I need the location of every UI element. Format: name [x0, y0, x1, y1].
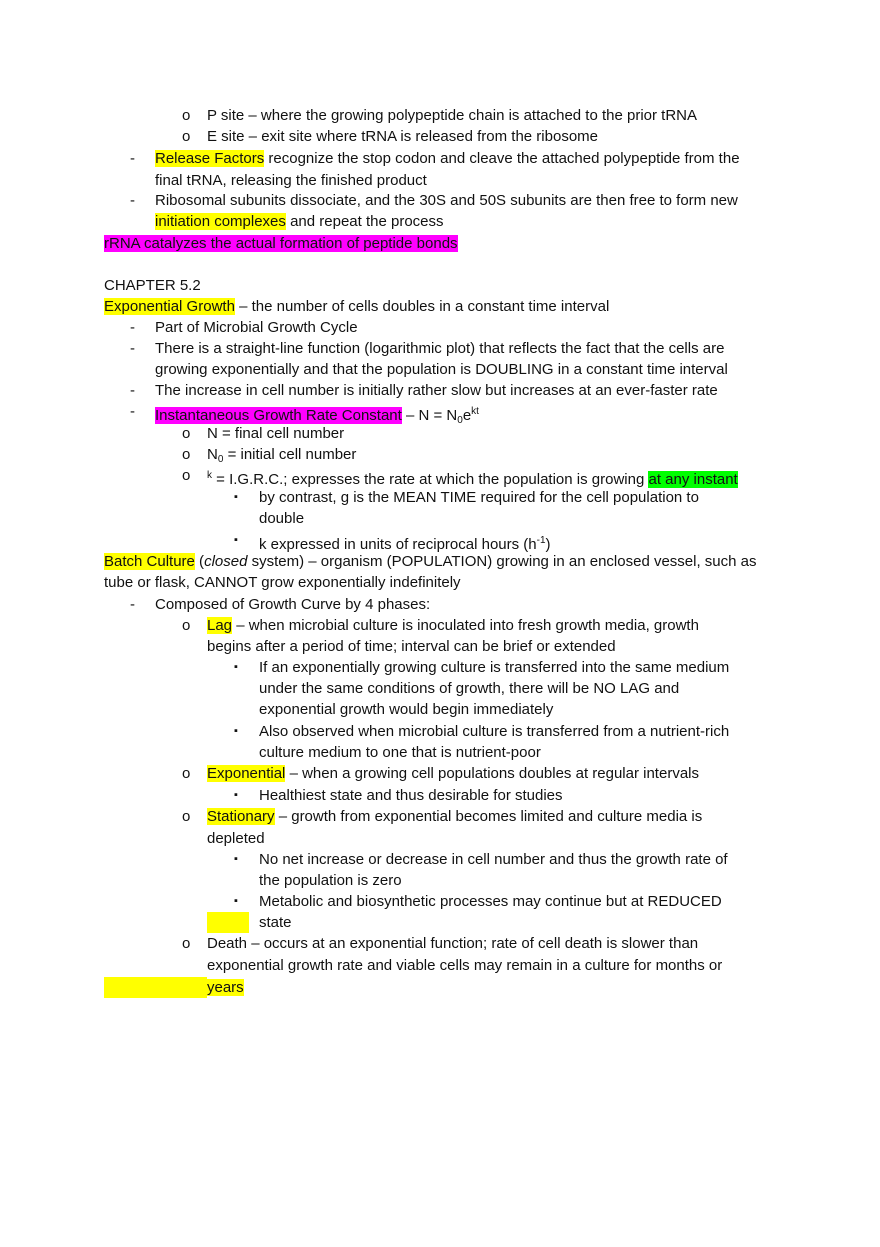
text-line: [104, 233, 458, 254]
highlighted-text: Instantaneous Growth Rate Constant: [155, 407, 402, 424]
text-line: [155, 211, 444, 232]
text-line: [155, 170, 427, 191]
text-line: [155, 190, 738, 211]
text-line: [259, 785, 563, 806]
text-line: [207, 955, 722, 976]
text-line: [207, 444, 356, 465]
text-line: [104, 572, 461, 593]
text-segment: double: [259, 510, 305, 527]
text-line: [259, 870, 402, 891]
dash-bullet-icon: -: [130, 340, 135, 357]
text-line: [259, 530, 551, 551]
text-line: [155, 338, 724, 359]
text-line: [259, 849, 728, 870]
text-segment: – N = N: [401, 407, 458, 424]
text-line: [155, 359, 728, 380]
text-segment: The increase in cell number is initially rather slow but increases at an ever-faster rate: [155, 382, 718, 399]
text-segment: by contrast, g is the MEAN TIME required for the cell population to: [259, 489, 699, 506]
text-segment: Healthiest state and thus desirable for studies: [259, 787, 563, 804]
text-segment: 0: [457, 415, 463, 426]
text-segment: – growth from exponential becomes limited and culture media is: [274, 808, 703, 825]
text-segment: Part of Microbial Growth Cycle: [155, 319, 358, 336]
text-segment: and repeat the process: [285, 213, 444, 230]
circle-bullet-icon: o: [182, 808, 191, 825]
text-line: [259, 508, 304, 529]
text-segment: growing exponentially and that the population is DOUBLING in a constant time interval: [155, 361, 728, 378]
text-line: [207, 763, 699, 784]
circle-bullet-icon: o: [182, 446, 191, 463]
square-bullet-icon: ▪: [234, 725, 238, 737]
square-bullet-icon: ▪: [234, 661, 238, 673]
text-line: [155, 594, 430, 615]
text-segment: Death – occurs at an exponential function; rate of cell death is slower than: [207, 935, 699, 952]
text-line: [259, 699, 553, 720]
text-line: [155, 317, 358, 338]
text-line: [104, 551, 757, 572]
dash-bullet-icon: -: [130, 596, 135, 613]
square-bullet-icon: ▪: [234, 789, 238, 801]
circle-bullet-icon: o: [182, 425, 191, 442]
text-segment: exponential growth would begin immediately: [259, 701, 554, 718]
text-line: [259, 891, 722, 912]
text-segment: final tRNA, releasing the finished product: [155, 172, 427, 189]
text-segment: Ribosomal subunits dissociate, and the 30S and 50S subunits are then free to form new: [155, 192, 738, 209]
text-line: [207, 423, 344, 444]
text-line: [207, 636, 616, 657]
text-segment: N: [207, 446, 218, 463]
highlighted-text: rRNA catalyzes the actual formation of peptide bonds: [104, 235, 458, 252]
text-line: [259, 742, 541, 763]
text-segment: (: [194, 553, 205, 570]
circle-bullet-icon: o: [182, 467, 191, 484]
square-bullet-icon: ▪: [234, 491, 238, 503]
text-segment: If an exponentially growing culture is transferred into the same medium: [259, 659, 730, 676]
text-segment: depleted: [207, 830, 265, 847]
text-line: [207, 806, 702, 827]
text-line: [259, 678, 679, 699]
text-line: [259, 487, 699, 508]
text-segment: k: [207, 470, 212, 481]
text-segment: Also observed when microbial culture is transferred from a nutrient-rich: [259, 723, 730, 740]
text-segment: – the number of cells doubles in a constant time interval: [234, 298, 610, 315]
highlighted-text: at any instant: [648, 471, 738, 488]
dash-bullet-icon: -: [130, 319, 135, 336]
text-segment: tube or flask, CANNOT grow exponentially indefinitely: [104, 574, 461, 591]
text-segment: the population is zero: [259, 872, 402, 889]
text-line: [207, 977, 244, 998]
circle-bullet-icon: o: [182, 765, 191, 782]
text-segment: under the same conditions of growth, there will be NO LAG and: [259, 680, 680, 697]
highlighted-text: Exponential Growth: [104, 298, 235, 315]
highlight-block: [104, 977, 207, 998]
square-bullet-icon: ▪: [234, 895, 238, 907]
text-segment: – when microbial culture is inoculated into fresh growth media, growth: [232, 617, 699, 634]
text-segment: begins after a period of time; interval can be brief or extended: [207, 638, 616, 655]
text-segment: – when a growing cell populations doubles at regular intervals: [285, 765, 699, 782]
text-line: [207, 126, 598, 147]
dash-bullet-icon: -: [130, 150, 135, 167]
dash-bullet-icon: -: [130, 192, 135, 209]
text-line: [104, 275, 201, 296]
text-segment: = I.G.R.C.; expresses the rate at which the population is growing: [212, 471, 649, 488]
highlighted-text: Exponential: [207, 765, 286, 782]
text-line: [155, 148, 740, 169]
text-segment: kt: [471, 406, 479, 417]
text-line: [207, 615, 699, 636]
text-segment: P site – where the growing polypeptide chain is attached to the prior tRNA: [207, 107, 698, 124]
text-line: [155, 401, 479, 426]
text-segment: ): [545, 536, 551, 553]
circle-bullet-icon: o: [182, 935, 191, 952]
circle-bullet-icon: o: [182, 128, 191, 145]
text-segment: recognize the stop codon and cleave the attached polypeptide from the: [264, 150, 740, 167]
highlighted-text: initiation complexes: [155, 213, 286, 230]
highlighted-text: Batch Culture: [104, 553, 195, 570]
highlighted-text: years: [207, 979, 244, 996]
text-segment: e: [462, 407, 472, 424]
text-segment: culture medium to one that is nutrient-poor: [259, 744, 541, 761]
text-segment: No net increase or decrease in cell number and thus the growth rate of: [259, 851, 728, 868]
text-line: [155, 380, 718, 401]
text-segment: system) – organism (POPULATION) growing in an enclosed vessel, such as: [247, 553, 757, 570]
text-segment: state: [259, 914, 292, 931]
highlighted-text: Stationary: [207, 808, 275, 825]
highlight-block: [207, 912, 249, 933]
text-segment: There is a straight-line function (logarithmic plot) that reflects the fact that the cells are: [155, 340, 725, 357]
text-segment: -1: [536, 535, 546, 546]
text-segment: Composed of Growth Curve by 4 phases:: [155, 596, 431, 613]
text-segment: = initial cell number: [223, 446, 357, 463]
square-bullet-icon: ▪: [234, 534, 238, 546]
text-line: [259, 721, 729, 742]
text-line: [207, 465, 738, 486]
highlighted-text: Lag: [207, 617, 233, 634]
text-segment: N = final cell number: [207, 425, 345, 442]
text-line: [259, 657, 729, 678]
text-line: [207, 933, 698, 954]
text-line: [207, 105, 697, 126]
highlighted-text: Release Factors: [155, 150, 265, 167]
text-line: [104, 296, 609, 317]
text-segment: CHAPTER 5.2: [104, 277, 201, 294]
text-line: [207, 828, 265, 849]
text-segment: 0: [217, 454, 224, 465]
dash-bullet-icon: -: [130, 382, 135, 399]
circle-bullet-icon: o: [182, 107, 191, 124]
text-segment: k expressed in units of reciprocal hours (h: [259, 536, 537, 553]
text-segment: closed: [204, 553, 248, 570]
text-segment: E site – exit site where tRNA is released from the ribosome: [207, 128, 598, 145]
circle-bullet-icon: o: [182, 617, 191, 634]
text-segment: exponential growth rate and viable cells may remain in a culture for months or: [207, 957, 723, 974]
dash-bullet-icon: -: [130, 403, 135, 420]
text-line: [259, 912, 292, 933]
text-segment: Metabolic and biosynthetic processes may continue but at REDUCED: [259, 893, 722, 910]
square-bullet-icon: ▪: [234, 853, 238, 865]
